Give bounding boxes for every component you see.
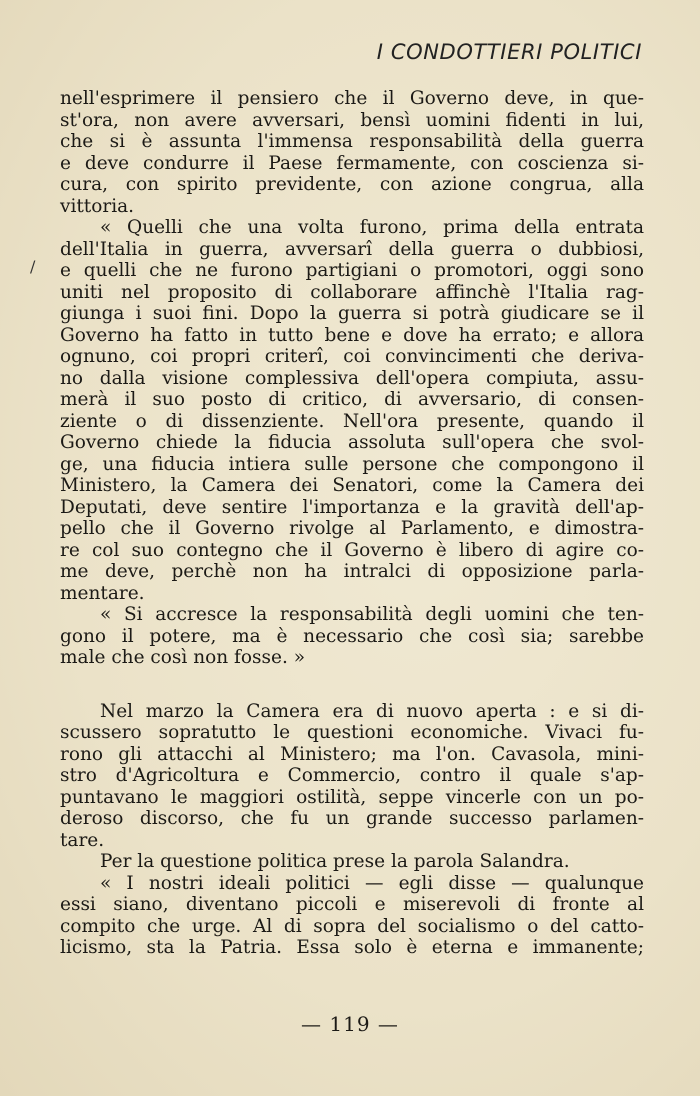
text-line: « Quelli che una volta furono, prima della entrata	[100, 217, 644, 238]
body-text	[60, 88, 644, 959]
text-line: giunga i suoi fini. Dopo la guerra si potrà giudicare se il	[60, 303, 644, 324]
text-line: Per la questione politica prese la parola Salandra.	[100, 851, 570, 872]
margin-mark: /	[30, 257, 36, 276]
text-line: re col suo contegno che il Governo è libero di agire co-	[60, 539, 644, 561]
text-line: « I nostri ideali politici — egli disse — qualunque	[100, 872, 644, 894]
paragraph	[60, 88, 644, 217]
text-line: ziente o di dissenziente. Nell'ora presente, quando il	[60, 410, 644, 432]
text-line: me deve, perchè non ha intralci di opposizione parla-	[60, 561, 644, 582]
text-line: cura, con spirito previdente, con azione congrua, alla	[60, 174, 644, 195]
text-line: scussero sopratutto le questioni economiche. Vivaci fu-	[60, 722, 644, 743]
running-head: I CONDOTTIERI POLITICI	[376, 40, 642, 64]
text-line: Nel marzo la Camera era di nuovo aperta : e si di-	[100, 700, 644, 722]
paragraph	[60, 217, 644, 604]
paragraph	[60, 873, 644, 959]
text-line: e quelli che ne furono partigiani o promotori, oggi sono	[60, 260, 644, 281]
text-line: e deve condurre il Paese fermamente, con coscienza si-	[60, 152, 644, 174]
text-line: che si è assunta l'immensa responsabilità della guerra	[60, 131, 644, 152]
text-line: essi siano, diventano piccoli e miserevoli di fronte al	[60, 894, 644, 915]
text-line: licismo, sta la Patria. Essa solo è eterna e immanente;	[60, 937, 644, 958]
text-line: Ministero, la Camera dei Senatori, come la Camera dei	[60, 475, 644, 496]
text-line: « Si accresce la responsabilità degli uomini che ten-	[100, 604, 644, 625]
text-line: Governo ha fatto in tutto bene e dove ha errato; e allora	[60, 324, 644, 346]
text-line: Governo chiede la fiducia assoluta sull'opera che svol-	[60, 432, 644, 453]
text-line: male che così non fosse. »	[60, 647, 306, 668]
text-line: Deputati, deve sentire l'importanza e la gravità dell'ap-	[60, 496, 644, 518]
text-line: ognuno, coi propri criterî, coi convincimenti che deriva-	[60, 346, 644, 367]
paragraph-gap	[60, 669, 644, 701]
page-number: — 119 —	[301, 1012, 399, 1036]
text-line: dell'Italia in guerra, avversarî della guerra o dubbiosi,	[60, 238, 644, 260]
text-line: deroso discorso, che fu un grande successo parlamen-	[60, 808, 644, 829]
paragraph	[60, 701, 644, 852]
text-line: puntavano le maggiori ostilità, seppe vincerle con un po-	[60, 786, 644, 808]
text-line: nell'esprimere il pensiero che il Governo deve, in que-	[60, 88, 644, 109]
text-line: uniti nel proposito di collaborare affinchè l'Italia rag-	[60, 281, 644, 303]
text-line: ge, una fiducia intiera sulle persone che compongono il	[60, 453, 644, 475]
text-line: mentare.	[60, 582, 145, 604]
text-line: vittoria.	[60, 195, 135, 217]
text-line: merà il suo posto di critico, di avversario, di consen-	[60, 389, 644, 410]
text-line: tare.	[60, 829, 105, 851]
text-line: st'ora, non avere avversari, bensì uomini fidenti in lui,	[60, 109, 644, 131]
text-line: compito che urge. Al di sopra del socialismo o del catto-	[60, 915, 644, 937]
paragraph	[60, 851, 644, 873]
text-line: no dalla visione complessiva dell'opera compiuta, assu-	[60, 367, 644, 389]
text-line: rono gli attacchi al Ministero; ma l'on. Cavasola, mini-	[60, 743, 644, 765]
text-line: stro d'Agricoltura e Commercio, contro il quale s'ap-	[60, 765, 644, 786]
paragraph	[60, 604, 644, 669]
text-line: gono il potere, ma è necessario che così sia; sarebbe	[60, 625, 644, 647]
text-line: pello che il Governo rivolge al Parlamento, e dimostra-	[60, 518, 644, 539]
